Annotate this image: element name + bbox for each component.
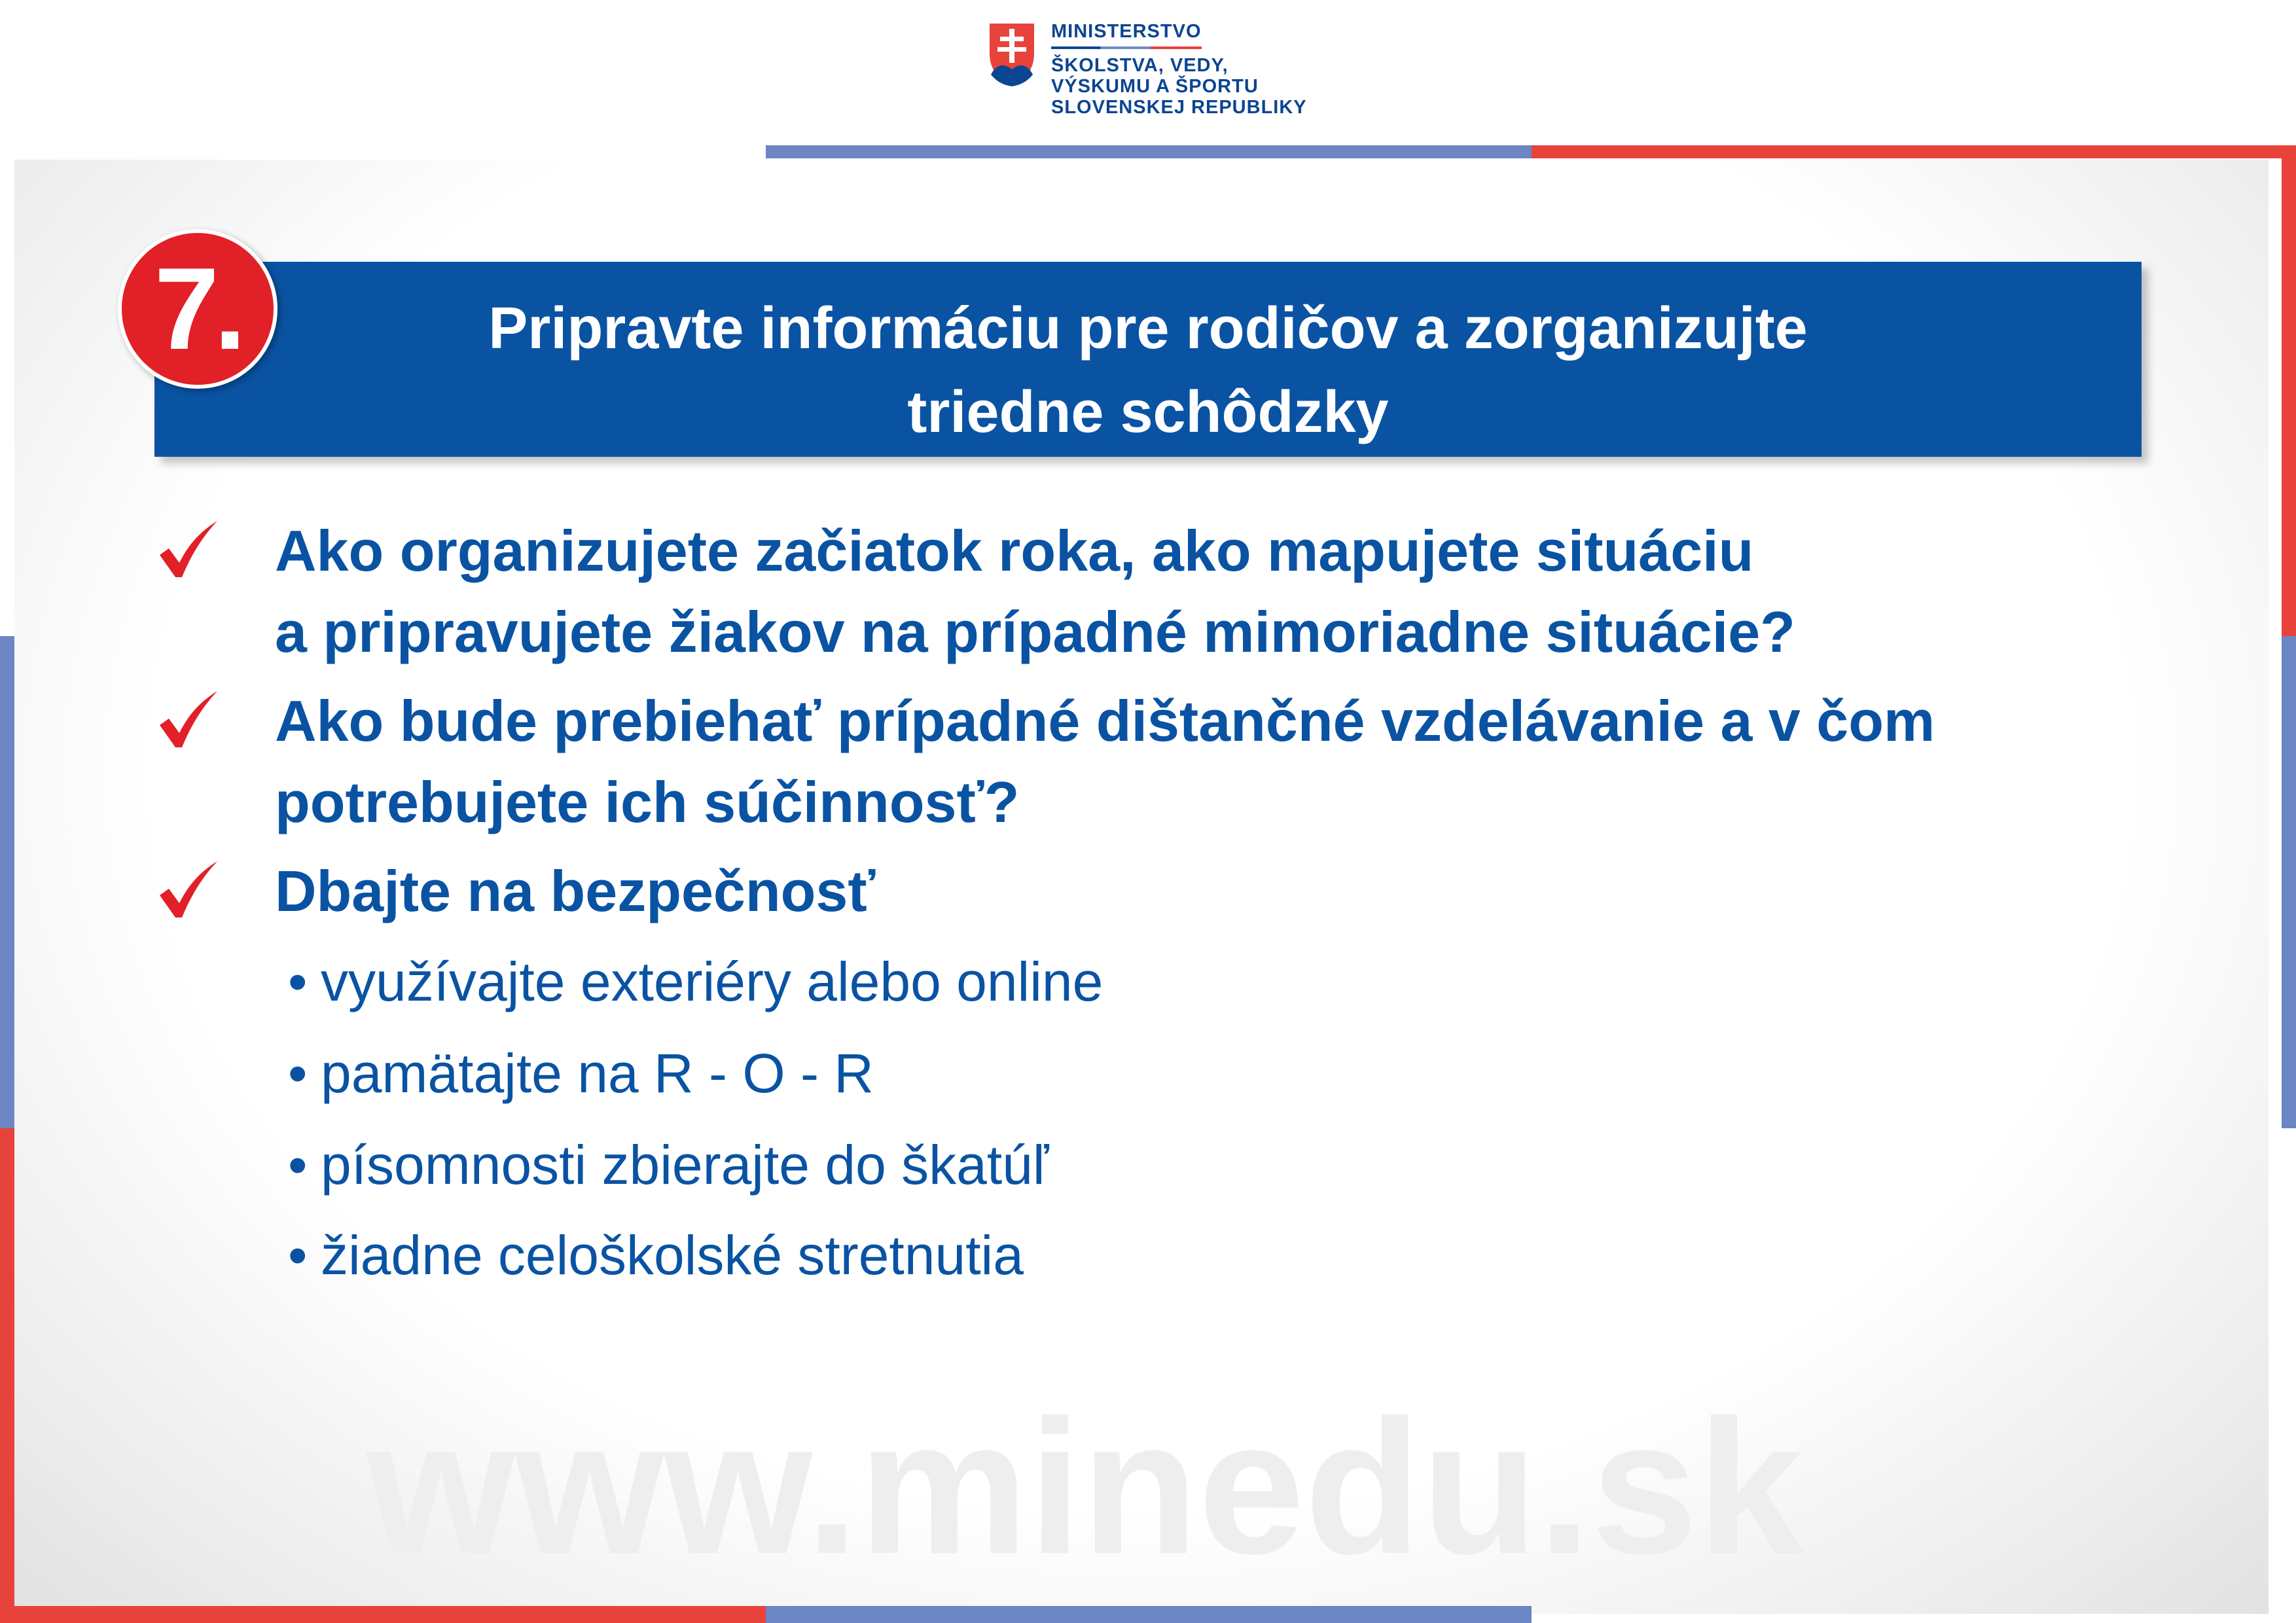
bullet-icon: • [288,1043,308,1104]
title-line: triedne schôdzky [907,380,1389,445]
coat-of-arms-icon [986,20,1038,88]
frame-stripe [0,1606,766,1623]
ministry-name-line: VÝSKUMU A ŠPORTU [1051,76,1259,97]
frame-stripe [766,145,1532,158]
list-item-text: využívajte exteriéry alebo online [321,951,1103,1012]
slide-title [154,287,2142,454]
title-line: Pripravte informáciu pre rodičov a zorganizujte [488,296,1808,361]
checklist-item-line: Ako bude prebiehať prípadné dištančné vzdelávanie a v čom [275,688,1935,753]
list-item-text: písomnosti zbierajte do škatúľ [321,1134,1049,1196]
ministry-name-line: SLOVENSKEJ REPUBLIKY [1051,97,1307,118]
list-item-text: pamätajte na R - O - R [321,1043,874,1104]
frame-stripe [0,1128,14,1623]
header [0,0,2296,145]
frame-stripe [2282,145,2296,636]
ministry-title: MINISTERSTVO [1051,21,1202,49]
checklist-item [275,851,875,932]
list-item [288,949,1103,1014]
checklist-item-line: a pripravujete žiakov na prípadné mimoriadne situácie? [275,599,1795,664]
step-number-badge: 7. [118,229,278,389]
frame-stripe [766,1606,1532,1623]
check-icon [154,517,220,582]
list-item [288,1041,874,1106]
list-item [288,1222,1024,1288]
bullet-icon: • [288,951,308,1012]
bullet-icon: • [288,1224,308,1286]
frame-stripe [1532,145,2296,158]
checklist-item [275,510,1795,673]
frame-stripe [2282,636,2296,1128]
check-icon [154,857,220,923]
list-item [288,1132,1049,1198]
title-banner [154,262,2142,457]
checklist-item-line: Dbajte na bezpečnosť [275,859,876,923]
list-item-text: žiadne celoškolské stretnutia [321,1224,1024,1286]
frame-stripe [0,636,14,1128]
ministry-logo [986,20,1326,131]
bullet-icon: • [288,1134,308,1196]
checklist-item-line: potrebujete ich súčinnosť? [275,770,1020,834]
website-watermark: www.minedu.sk [367,1380,1804,1594]
ministry-name-line: ŠKOLSTVA, VEDY, [1051,55,1229,76]
checklist-item [275,681,1935,843]
checklist-item-line: Ako organizujete začiatok roka, ako mapujete situáciu [275,518,1754,583]
check-icon [154,687,220,753]
